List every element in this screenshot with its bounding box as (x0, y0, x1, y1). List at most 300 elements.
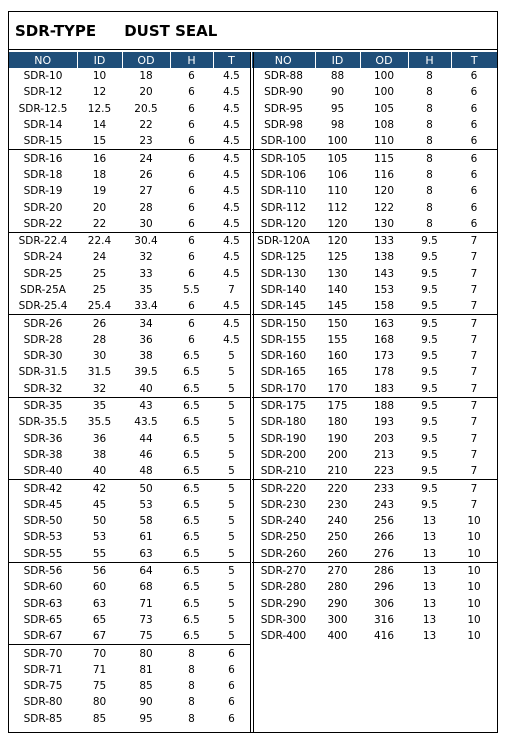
table-row (252, 364, 497, 380)
table-row (9, 315, 250, 332)
cell-t: 5 (228, 498, 235, 511)
table-row (9, 579, 250, 595)
cell-od: 39.5 (134, 366, 158, 379)
cell-t: 6 (470, 185, 478, 198)
cell-no: SDR-250 (260, 531, 307, 544)
cell-id: 155 (327, 333, 348, 346)
cell-h: 6.5 (183, 597, 200, 610)
cell-od: 32 (139, 251, 153, 264)
table-row (9, 133, 250, 150)
cell-no: SDR-105 (252, 150, 315, 167)
cell-no: SDR-190 (260, 432, 307, 445)
cell-id: 105 (315, 150, 360, 167)
cell-od: 38 (139, 350, 153, 363)
cell-id: 140 (327, 284, 348, 296)
cell-t: 4.5 (223, 86, 240, 99)
cell-od: 35 (139, 284, 153, 296)
cell-id: 20 (92, 201, 107, 214)
cell-no: SDR-280 (260, 581, 307, 594)
cell-od: 138 (373, 251, 395, 264)
table-row (252, 431, 497, 447)
cell-h: 13 (422, 597, 437, 610)
cell-t: 7 (470, 416, 478, 429)
table-row (9, 167, 250, 183)
cell-t: 7 (470, 284, 478, 296)
cell-h: 9.5 (408, 315, 451, 332)
cell-h: 8 (426, 119, 433, 132)
cell-t: 4.5 (213, 150, 250, 167)
cell-id: 230 (327, 498, 348, 511)
cell-id: 40 (92, 465, 107, 478)
cell-od: 158 (373, 300, 395, 313)
cell-od: 188 (360, 397, 408, 414)
table-row (252, 84, 497, 100)
cell-id: 260 (327, 547, 348, 560)
cell-od: 43.5 (134, 416, 158, 429)
cell-h: 8 (188, 712, 195, 725)
table-row (9, 266, 250, 282)
cell-no: SDR-35 (9, 397, 77, 414)
cell-id: 22 (92, 217, 107, 230)
cell-od: 108 (373, 119, 395, 132)
table-row (9, 694, 250, 710)
cell-no: SDR-18 (23, 168, 63, 181)
cell-od: 243 (373, 498, 395, 511)
cell-t: 5 (228, 465, 235, 478)
table-row (9, 282, 250, 298)
cell-t: 7 (451, 232, 497, 249)
cell-od: 61 (139, 531, 153, 544)
cell-no: SDR-300 (260, 613, 307, 626)
cell-h: 6.5 (170, 562, 213, 579)
cell-id: 80 (92, 696, 107, 709)
table-row (9, 117, 250, 133)
cell-id: 75 (92, 680, 107, 693)
cell-no: SDR-150 (252, 315, 315, 332)
cell-no: SDR-80 (23, 696, 63, 709)
cell-no: SDR-230 (260, 498, 307, 511)
cell-no: SDR-20 (23, 201, 63, 214)
cell-h: 9.5 (421, 416, 438, 429)
cell-no: SDR-14 (23, 119, 63, 132)
cell-no: SDR-50 (23, 515, 63, 528)
cell-t: 6 (470, 168, 478, 181)
cell-h: 6 (188, 251, 195, 264)
cell-t: 4.5 (223, 267, 240, 280)
cell-h: 8 (426, 86, 433, 99)
cell-h: 8 (426, 217, 433, 230)
table-row (9, 497, 250, 513)
cell-id: 110 (327, 185, 348, 198)
cell-h: 6.5 (170, 397, 213, 414)
cell-od: 286 (360, 562, 408, 579)
cell-od: 30 (139, 217, 153, 230)
cell-h: 9.5 (421, 350, 438, 363)
header-t: T (213, 52, 250, 68)
table-row (252, 183, 497, 199)
product-title: DUST SEAL (124, 22, 218, 40)
cell-t: 5 (228, 581, 235, 594)
cell-id: 25 (92, 267, 107, 280)
cell-h: 6 (170, 232, 213, 249)
cell-no: SDR-110 (260, 185, 307, 198)
cell-no: SDR-36 (23, 432, 63, 445)
cell-id: 98 (330, 119, 345, 132)
cell-no: SDR-40 (23, 465, 63, 478)
cell-od: 233 (360, 480, 408, 497)
cell-t: 6 (228, 680, 235, 693)
cell-no: SDR-24 (23, 251, 63, 264)
cell-od: 178 (373, 366, 395, 379)
cell-t: 4.5 (223, 185, 240, 198)
table-row (252, 315, 497, 332)
cell-h: 8 (426, 70, 433, 83)
cell-h: 6.5 (183, 448, 200, 461)
cell-h: 9.5 (421, 284, 438, 296)
cell-id: 145 (327, 300, 348, 313)
cell-t: 7 (470, 251, 478, 264)
cell-od: 213 (373, 448, 395, 461)
cell-t: 5 (228, 613, 235, 626)
cell-od: 168 (373, 333, 395, 346)
cell-no: SDR-240 (260, 515, 307, 528)
cell-h: 8 (408, 150, 451, 167)
cell-id: 240 (327, 515, 348, 528)
table-row (9, 232, 250, 249)
cell-id: 63 (92, 597, 107, 610)
cell-no: SDR-100 (260, 135, 307, 148)
cell-id: 16 (77, 150, 122, 167)
cell-h: 13 (422, 547, 437, 560)
cell-t: 6 (228, 712, 235, 725)
cell-t: 7 (470, 350, 478, 363)
cell-h: 8 (426, 168, 433, 181)
table-row (252, 497, 497, 513)
cell-id: 165 (327, 366, 348, 379)
cell-od: 203 (373, 432, 395, 445)
table-row (9, 447, 250, 463)
cell-id: 125 (327, 251, 348, 264)
cell-od: 28 (139, 201, 153, 214)
table-row (9, 150, 250, 167)
table-row (9, 546, 250, 563)
cell-h: 13 (422, 613, 437, 626)
table-row (9, 199, 250, 215)
cell-id: 112 (327, 201, 348, 214)
table-row (9, 216, 250, 233)
cell-id: 250 (327, 531, 348, 544)
cell-od: 256 (373, 515, 395, 528)
cell-id: 85 (92, 712, 107, 725)
cell-t: 6 (470, 217, 478, 230)
cell-t: 7 (451, 397, 497, 414)
cell-no: SDR-31.5 (18, 366, 68, 379)
cell-t: 6 (470, 201, 478, 214)
cell-no: SDR-56 (9, 562, 77, 579)
header-id: ID (77, 52, 122, 68)
cell-t: 4.5 (213, 315, 250, 332)
cell-t: 7 (470, 267, 478, 280)
cell-t: 4.5 (223, 333, 240, 346)
table-row (252, 199, 497, 215)
cell-t: 7 (470, 448, 478, 461)
cell-id: 290 (327, 597, 348, 610)
cell-id: 18 (92, 168, 107, 181)
cell-od: 33.4 (134, 300, 158, 313)
dimension-table-left (9, 52, 251, 727)
cell-t: 5 (228, 630, 235, 643)
table-row (9, 662, 250, 678)
cell-no: SDR-98 (264, 119, 303, 132)
table-row (252, 529, 497, 545)
table-row (252, 447, 497, 463)
cell-t: 7 (470, 465, 478, 478)
table-row (252, 579, 497, 595)
table-row (252, 348, 497, 364)
cell-no: SDR-90 (264, 86, 303, 99)
cell-t: 6 (470, 70, 478, 83)
cell-h: 9.5 (421, 251, 438, 264)
cell-id: 12.5 (87, 102, 112, 115)
cell-t: 4.5 (223, 217, 240, 230)
table-row (252, 150, 497, 167)
cell-od: 23 (139, 135, 153, 148)
cell-id: 24 (92, 251, 107, 264)
cell-id: 180 (327, 416, 348, 429)
cell-h: 6.5 (183, 581, 200, 594)
cell-od: 416 (373, 630, 395, 643)
cell-od: 90 (139, 696, 153, 709)
table-row (9, 463, 250, 480)
cell-no: SDR-85 (23, 712, 63, 725)
table-row (252, 249, 497, 265)
cell-h: 6 (170, 150, 213, 167)
table-row (252, 68, 497, 84)
table-row (252, 628, 497, 644)
table-row (9, 711, 250, 727)
cell-id: 15 (92, 135, 107, 148)
cell-od: 18 (139, 70, 153, 83)
cell-h: 6 (188, 201, 195, 214)
table-row (252, 298, 497, 315)
cell-no: SDR-400 (260, 630, 307, 643)
cell-t: 4.5 (223, 119, 240, 132)
cell-od: 100 (373, 86, 395, 99)
cell-no: SDR-30 (23, 350, 63, 363)
cell-no: SDR-125 (260, 251, 307, 264)
table-row (252, 463, 497, 480)
cell-t: 10 (467, 515, 481, 528)
cell-h: 13 (408, 562, 451, 579)
cell-id: 71 (92, 663, 107, 676)
table-row (9, 529, 250, 545)
cell-h: 6.5 (183, 432, 200, 445)
table-row (9, 364, 250, 380)
cell-no: SDR-180 (260, 416, 307, 429)
header-od: OD (360, 52, 408, 68)
cell-h: 9.5 (408, 232, 451, 249)
cell-od: 316 (373, 613, 395, 626)
cell-t: 6 (470, 86, 478, 99)
cell-no: SDR-38 (23, 448, 63, 461)
cell-id: 175 (315, 397, 360, 414)
cell-od: 50 (122, 480, 170, 497)
cell-t: 5 (228, 416, 235, 429)
cell-no: SDR-160 (260, 350, 307, 363)
cell-t: 4.5 (223, 70, 240, 83)
cell-t: 6 (470, 119, 478, 132)
cell-h: 13 (422, 531, 437, 544)
table-row (252, 612, 497, 628)
cell-h: 13 (422, 581, 437, 594)
cell-no: SDR-32 (23, 382, 63, 395)
cell-t: 4.5 (223, 135, 240, 148)
header-row (9, 52, 250, 68)
cell-h: 6.5 (183, 613, 200, 626)
cell-h: 8 (426, 185, 433, 198)
cell-t: 5 (228, 597, 235, 610)
cell-h: 6 (188, 185, 195, 198)
table-row (252, 596, 497, 612)
cell-h: 8 (170, 645, 213, 662)
cell-no: SDR-15 (23, 135, 63, 148)
cell-no: SDR-22 (23, 217, 63, 230)
cell-id: 120 (327, 217, 348, 230)
header-row (252, 52, 497, 68)
table-row (9, 101, 250, 117)
cell-t: 4.5 (213, 232, 250, 249)
cell-od: 64 (122, 562, 170, 579)
cell-t: 7 (470, 366, 478, 379)
cell-od: 105 (373, 102, 395, 115)
table-row (9, 397, 250, 414)
cell-t: 5 (228, 350, 235, 363)
cell-od: 44 (139, 432, 153, 445)
cell-no: SDR-112 (260, 201, 307, 214)
cell-no: SDR-25.4 (18, 300, 68, 313)
cell-no: SDR-120A (252, 232, 315, 249)
cell-od: 115 (360, 150, 408, 167)
cell-no: SDR-120 (260, 217, 307, 230)
cell-od: 26 (139, 168, 153, 181)
cell-od: 34 (122, 315, 170, 332)
table-row (9, 84, 250, 100)
cell-od: 143 (373, 267, 395, 280)
cell-h: 8 (188, 680, 195, 693)
cell-id: 150 (315, 315, 360, 332)
cell-h: 9.5 (421, 465, 438, 478)
cell-h: 9.5 (421, 432, 438, 445)
cell-h: 9.5 (421, 333, 438, 346)
cell-od: 276 (373, 547, 395, 560)
cell-od: 120 (373, 185, 395, 198)
cell-t: 6 (470, 135, 478, 148)
table-row (9, 562, 250, 579)
cell-h: 6 (188, 333, 195, 346)
cell-id: 67 (92, 630, 107, 643)
cell-id: 70 (77, 645, 122, 662)
table-row (9, 381, 250, 398)
cell-od: 193 (373, 416, 395, 429)
cell-no: SDR-45 (23, 498, 63, 511)
cell-no: SDR-145 (260, 300, 307, 313)
table-row (252, 266, 497, 282)
cell-id: 32 (92, 382, 107, 395)
table-row (252, 133, 497, 150)
cell-no: SDR-140 (260, 284, 307, 296)
cell-no: SDR-75 (23, 680, 63, 693)
header-h: H (170, 52, 213, 68)
table-row (9, 513, 250, 529)
cell-t: 5 (228, 432, 235, 445)
cell-id: 95 (330, 102, 345, 115)
table-row (9, 249, 250, 265)
table-row (252, 216, 497, 233)
cell-h: 6 (188, 267, 195, 280)
table-row (9, 348, 250, 364)
cell-od: 27 (139, 185, 153, 198)
table-row (9, 68, 250, 84)
cell-id: 30 (92, 350, 107, 363)
cell-id: 19 (92, 185, 107, 198)
cell-id: 106 (327, 168, 348, 181)
cell-no: SDR-25 (23, 267, 63, 280)
table-row (9, 645, 250, 662)
table-row (9, 628, 250, 645)
cell-no: SDR-88 (264, 70, 303, 83)
table-row (9, 431, 250, 447)
cell-h: 8 (188, 696, 195, 709)
cell-od: 116 (373, 168, 395, 181)
cell-id: 170 (327, 382, 348, 395)
cell-t: 7 (451, 315, 497, 332)
table-row (252, 167, 497, 183)
cell-no: SDR-35.5 (18, 416, 68, 429)
cell-t: 6 (213, 645, 250, 662)
cell-id: 36 (92, 432, 107, 445)
column-divider (253, 52, 254, 732)
cell-t: 10 (467, 531, 481, 544)
cell-od: 48 (139, 465, 153, 478)
cell-h: 9.5 (421, 498, 438, 511)
cell-od: 163 (360, 315, 408, 332)
cell-id: 22.4 (77, 232, 122, 249)
table-row (9, 332, 250, 348)
table-row (9, 612, 250, 628)
cell-h: 6.5 (183, 382, 200, 395)
cell-no: SDR-175 (252, 397, 315, 414)
cell-id: 200 (327, 448, 348, 461)
cell-t: 5 (228, 547, 235, 560)
cell-no: SDR-19 (23, 185, 63, 198)
cell-h: 6.5 (183, 416, 200, 429)
cell-no: SDR-53 (23, 531, 63, 544)
cell-no: SDR-170 (260, 382, 307, 395)
cell-no: SDR-71 (23, 663, 63, 676)
cell-id: 38 (92, 448, 107, 461)
cell-od: 306 (373, 597, 395, 610)
cell-h: 8 (426, 135, 433, 148)
cell-od: 95 (139, 712, 153, 725)
cell-id: 120 (315, 232, 360, 249)
cell-no: SDR-130 (260, 267, 307, 280)
cell-no: SDR-26 (9, 315, 77, 332)
cell-od: 81 (139, 663, 153, 676)
dimension-table-right (252, 52, 497, 644)
cell-h: 9.5 (408, 397, 451, 414)
cell-od: 183 (373, 382, 395, 395)
cell-h: 6.5 (183, 531, 200, 544)
